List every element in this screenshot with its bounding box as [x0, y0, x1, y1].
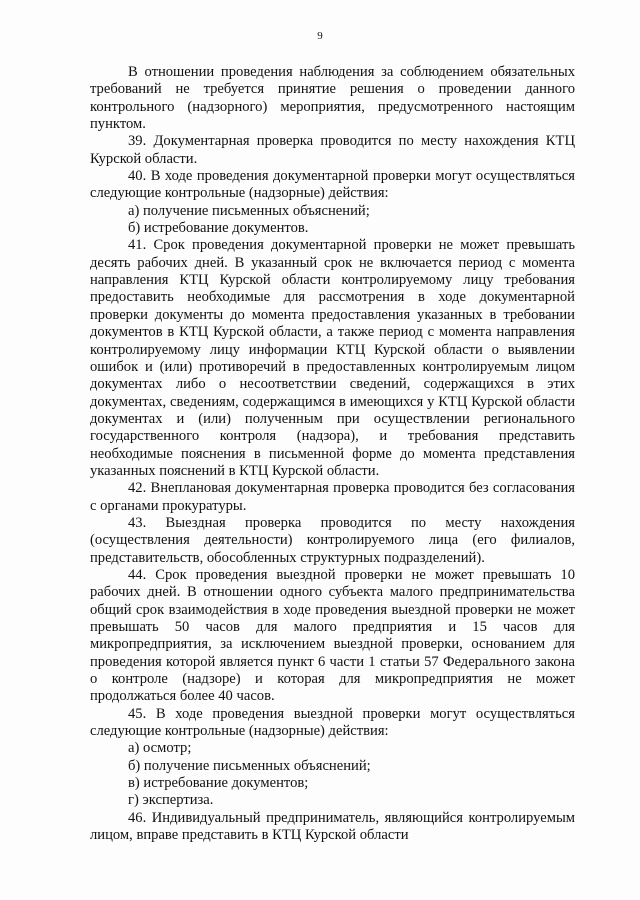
paragraph-42: 42. Внеплановая документарная проверка проводится без согласования с органами прокуратуры.: [90, 480, 575, 514]
paragraph-46: 46. Индивидуальный предприниматель, являющийся контролируемым лицом, вправе представить в КТЦ Курской области: [90, 809, 575, 844]
list-item-45c: в) истребование документов;: [128, 775, 309, 792]
page-number: 9: [317, 30, 323, 42]
paragraph-39: 39. Документарная проверка проводится по месту нахождения КТЦ Курской области.: [90, 133, 575, 167]
list-item-45d: г) экспертиза.: [128, 792, 214, 809]
paragraph-43: 43. Выездная проверка проводится по месту нахождения (осуществления деятельности) контролируемого лица (его филиалов, представительств, обособленных структурных подразделений).: [90, 514, 575, 566]
document-body: [90, 64, 575, 844]
paragraph-41: 41. Срок проведения документарной проверки не может превышать десять рабочих дней. В указанный срок не включается период с момента направления КТЦ Курской области контролируемому лицу требования предоставить необходимые для рассмотрения в ходе документарной проверки документы до момента предоставления указанных в требовании документов в КТЦ Курской области, а также период с момента направления контролируемому лицу информации КТЦ Курской области о выявлении ошибок и (или) противоречий в предоставленных контролируемым лицом документах либо о несоответствии сведений, содержащихся в этих документах, сведениям, содержащимся в имеющихся у КТЦ Курской области документах и (или) полученным при осуществлении регионального государственного контроля (надзора), и требования представить необходимые пояснения в письменной форме до момента представления указанных пояснений в КТЦ Курской области.: [90, 237, 575, 479]
list-item-45a: а) осмотр;: [128, 740, 192, 757]
paragraph-44: 44. Срок проведения выездной проверки не может превышать 10 рабочих дней. В отношении одного субъекта малого предпринимательства общий срок взаимодействия в ходе проведения выездной проверки не может превышать 50 часов для малого предприятия и 15 часов для микропредприятия, за исключением выездной проверки, основанием для проведения которой является пункт 6 части 1 статьи 57 Федерального закона о контроле (надзоре) и которая для микропредприятия не может продолжаться более 40 часов.: [90, 566, 575, 705]
list-item-40a: а) получение письменных объяснений;: [128, 202, 370, 219]
list-item-40b: б) истребование документов.: [128, 220, 309, 237]
list-item-45b: б) получение письменных объяснений;: [128, 757, 371, 774]
paragraph-45: 45. В ходе проведения выездной проверки могут осуществляться следующие контрольные (надзорные) действия:: [90, 705, 575, 740]
paragraph-monitoring-note: В отношении проведения наблюдения за соблюдением обязательных требований не требуется принятие решения о проведении данного контрольного (надзорного) мероприятия, предусмотренного настоящим пунктом.: [90, 64, 575, 133]
paragraph-40: 40. В ходе проведения документарной проверки могут осуществляться следующие контрольные (надзорные) действия:: [90, 168, 575, 202]
